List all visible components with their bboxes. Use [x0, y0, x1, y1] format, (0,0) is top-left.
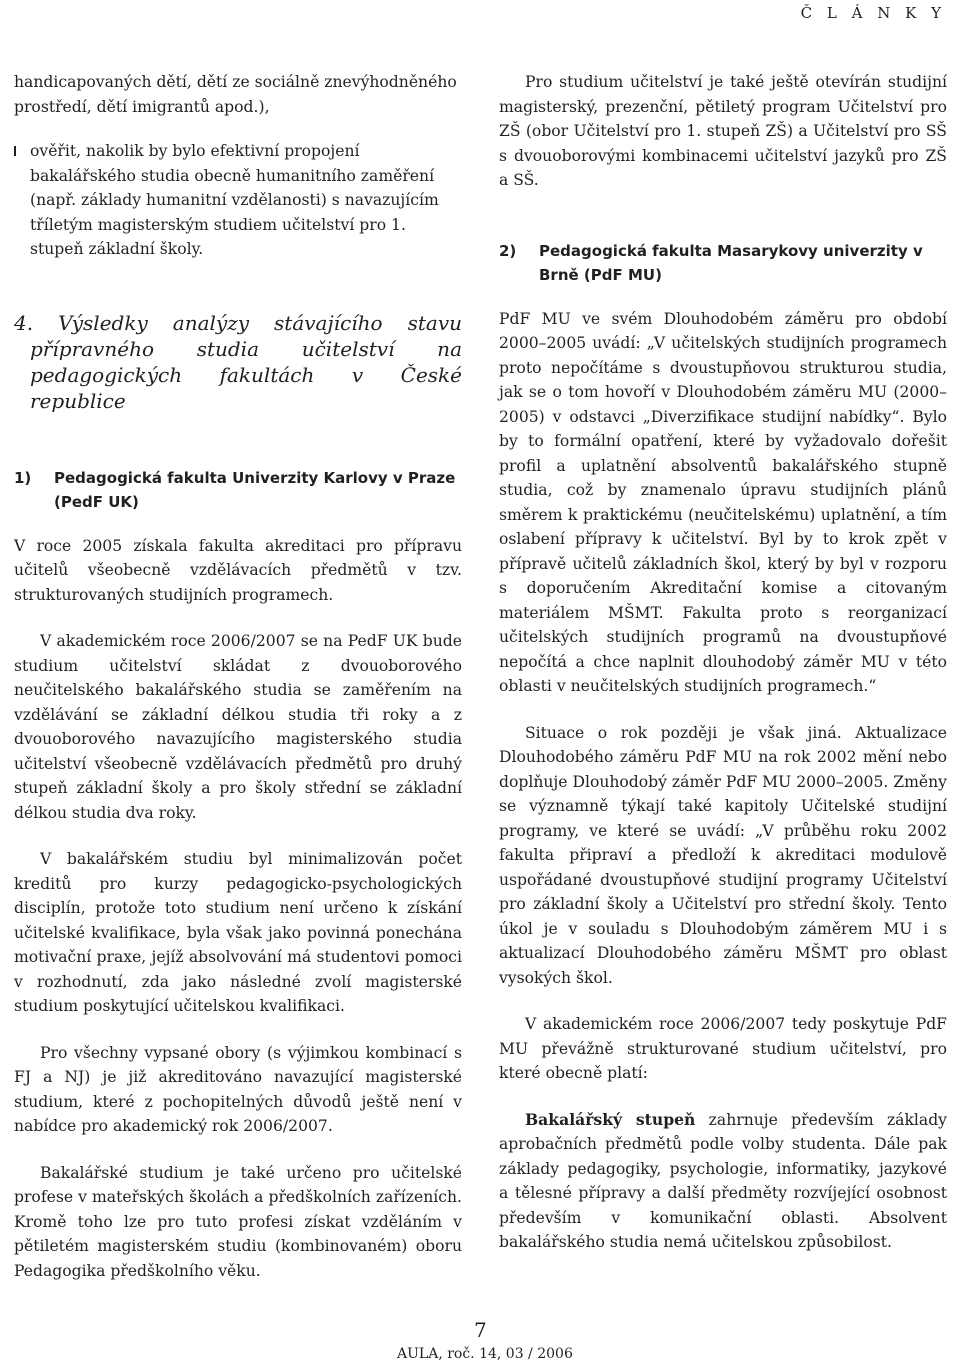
- subsection-title: Pedagogická fakulta Masarykovy univerzity v Brně (PdF MU): [539, 241, 923, 284]
- section-title: Výsledky analýzy stávajícího stavu přípravného studia učitelství na pedagogických fakultách v České republice: [30, 310, 463, 413]
- subsection-heading-1: [14, 466, 462, 514]
- subsection-heading-2: [499, 239, 947, 287]
- subsection-title: Pedagogická fakulta Univerzity Karlovy v Praze (PedF UK): [54, 468, 456, 511]
- issue-label: AULA, roč. 14, 03 / 2006: [397, 1346, 573, 1362]
- bold-term: Bakalářský stupeň: [525, 1109, 696, 1129]
- paragraph: Situace o rok později je však jiná. Aktualizace Dlouhodobého záměru PdF MU na rok 2002 mění nebo doplňuje Dlouhodobý záměr PdF MU 2000–2005. Změny se významně týkají také kapitoly Učitelské studijní programy, ve které se uvádí: „V průběhu roku 2002 fakulta připraví a předloží k akreditaci modulově uspořádané dvoustupňové studijní programy Učitelství pro základní školy a Učitelství pro střední školy. Tento úkol je v souladu s Dlouhodobým záměrem MU i s aktualizací Dlouhodobého záměru MŠMT pro oblast vysokých škol.: [499, 723, 947, 987]
- page-number: 7: [474, 1318, 487, 1342]
- bullet-continuation: handicapovaných dětí, dětí ze sociálně znevýhodněného prostředí, dětí imigrantů apod.),: [14, 73, 457, 116]
- paragraph-text: zahrnuje především základy aprobačních předmětů podle volby studenta. Dále pak základy pedagogiky, psychologie, informatiky, jazykové a tělesné přípravy a další předměty rozvíjející osobnost především v komunikační oblasti. Absolvent bakalářského studia nemá učitelskou způsobilost.: [499, 1110, 947, 1251]
- section-heading: [14, 310, 462, 414]
- right-column: [499, 70, 947, 1255]
- intro-paragraph: Pro studium učitelství je také ještě otevírán studijní magisterský, prezenční, pětiletý program Učitelství pro ZŠ (obor Učitelství pro 1. stupeň ZŠ) a Učitelství pro SŠ s dvouoborovými kombinacemi učitelství jazyků pro ZŠ a SŠ.: [499, 73, 947, 189]
- bullet-marker-icon: [14, 146, 16, 156]
- bullet-item-text: ověřit, nakolik by bylo efektivní propojení bakalářského studia obecně humanitního zaměření (např. základy humanitní vzdělanosti) s navazujícím tříletým magisterským studiem učitelství pro 1. stupeň základní školy.: [30, 142, 439, 258]
- section-label: Č L Á N K Y: [800, 4, 946, 22]
- paragraph: Bakalářské studium je také určeno pro učitelské profese v mateřských školách a předškolních zařízeních. Kromě toho lze pro tuto profesi získat vzděláním v pětiletém magisterském studiu (kombinovaném) oboru Pedagogika předškolního věku.: [14, 1163, 462, 1280]
- subsection-number: 1): [14, 468, 32, 487]
- paragraph: V akademickém roce 2006/2007 tedy poskytuje PdF MU převážně strukturované studium učitelství, pro které obecně platí:: [499, 1015, 947, 1082]
- paragraph: V bakalářském studiu byl minimalizován počet kreditů pro kurzy pedagogicko-psychologických disciplín, protože toto studium není určeno k získání učitelské kvalifikace, byla však jako povinná ponechána motivační praxe, jejíž absolvování má studentovi pomoci v rozhodnutí, zda jako následné zvolí magisterské studium poskytující učitelskou kvalifikaci.: [14, 850, 462, 1015]
- paragraph: V akademickém roce 2006/2007 se na PedF UK bude studium učitelství skládat z dvouoborového neučitelského bakalářského studia se zaměřením na vzdělávání se základní délkou studia tři roky a z dvouoborového navazujícího magisterského studia učitelství všeobecně vzdělávacích předmětů pro druhý stupeň základní školy a pro školy střední se základní délkou studia dva roky.: [14, 632, 462, 822]
- paragraph: V roce 2005 získala fakulta akreditaci pro přípravu učitelů všeobecně vzdělávacích předmětů v tzv. strukturovaných studijních programech.: [14, 536, 462, 604]
- paragraph: Pro všechny vypsané obory (s výjimkou kombinací s FJ a NJ) je již akreditováno navazující magisterské studium, které z pochopitelných důvodů ještě není v nabídce pro akademický rok 2006/2007.: [14, 1043, 462, 1135]
- section-number: 4.: [14, 310, 34, 335]
- paragraph: PdF MU ve svém Dlouhodobém záměru pro období 2000–2005 uvádí: „V učitelských studijních programech proto nepočítáme s dvoustupňovou strukturou studia, jak se o tom hovoří v Dlouhodobém záměru MU (2000–2005) v odstavci „Diverzifikace studijní nabídky“. Bylo by to formální opatření, které by vyžadovalo dořešit profil a uplatnění absolventů bakalářského stupně studia, což by znamenalo úpravu studijních plánů směrem k praktickému (neučitelskému) uplatnění, a tím oslabení přípravy k učitelství. Byl by to krok zpět v přípravě učitelů základních škol, který by byl v rozporu s doporučením Akreditační komise a citovaným materiálem MŠMT. Fakulta proto s reorganizací učitelských studijních programů na dvoustupňové nepočítá a chce naplnit dlouhodobý záměr MU v této oblasti v neučitelských studijních programech.“: [499, 309, 947, 695]
- paragraph: [499, 1108, 947, 1255]
- left-column: [14, 70, 462, 1283]
- bullet-item: [14, 139, 462, 262]
- subsection-number: 2): [499, 241, 517, 260]
